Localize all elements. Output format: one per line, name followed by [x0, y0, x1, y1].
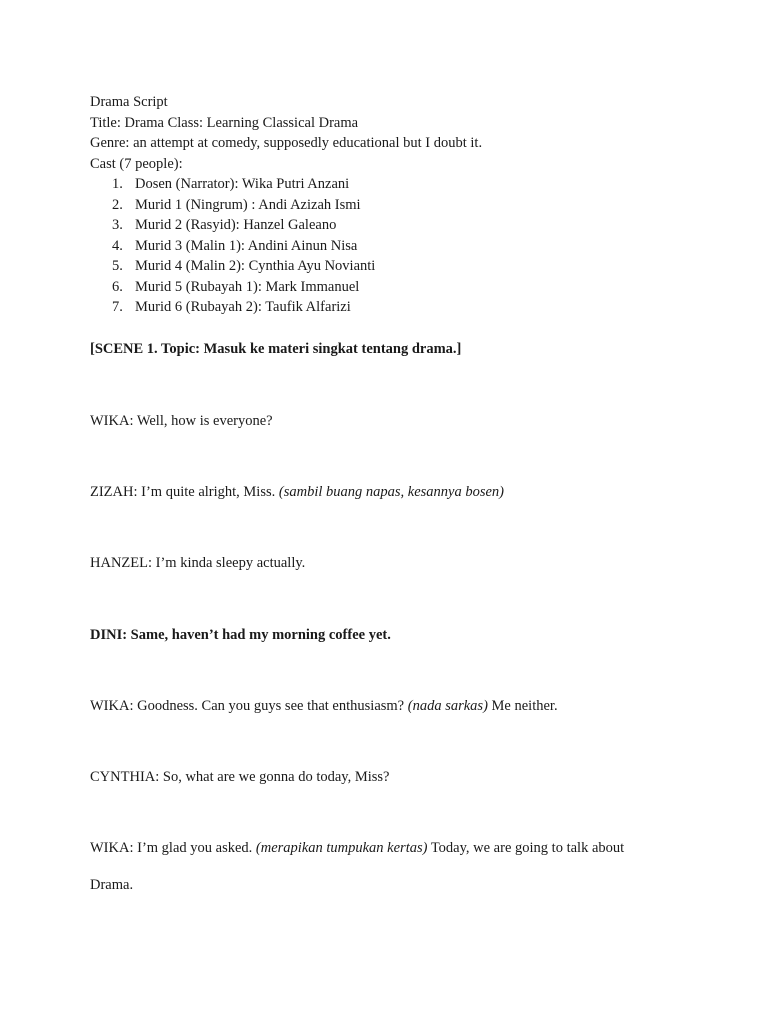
dialogue-line-wika-2 — [90, 696, 558, 716]
cast-item — [90, 277, 710, 298]
dialogue-text: WIKA: I’m glad you asked. — [90, 840, 256, 856]
dialogue-text: HANZEL: I’m kinda sleepy actually. — [90, 555, 306, 571]
dialogue-line-wika-3-continued — [90, 875, 133, 895]
scene-heading: [SCENE 1. Topic: Masuk ke materi singkat tentang drama.] — [90, 341, 462, 357]
dialogue-text: Drama. — [90, 877, 134, 893]
cast-number: 6. — [112, 278, 123, 295]
cast-item — [90, 297, 710, 318]
cast-item — [90, 236, 710, 257]
cast-number: 4. — [112, 237, 123, 254]
cast-number: 2. — [112, 196, 123, 213]
dialogue-line-zizah — [90, 482, 504, 502]
cast-entry: Murid 6 (Rubayah 2): Taufik Alfarizi — [135, 299, 351, 315]
cast-number: 7. — [112, 299, 123, 315]
dialogue-text: WIKA: Goodness. Can you guys see that enthusiasm? — [90, 698, 408, 714]
dialogue-line-dini — [90, 625, 391, 645]
dialogue-line-cynthia — [90, 767, 389, 787]
cast-entry: Murid 1 (Ningrum) : Andi Azizah Ismi — [135, 196, 361, 213]
cast-number: 3. — [112, 217, 123, 233]
cast-item — [90, 215, 710, 236]
cast-entry: Dosen (Narrator): Wika Putri Anzani — [135, 176, 350, 192]
cast-entry: Murid 4 (Malin 2): Cynthia Ayu Novianti — [135, 258, 376, 274]
dialogue-line-wika-3 — [90, 838, 624, 858]
stage-direction: (sambil buang napas, kesannya bosen) — [278, 484, 505, 500]
dialogue-line-wika-1 — [90, 411, 273, 431]
script-genre: Genre: an attempt at comedy, supposedly educational but I doubt it. — [90, 135, 483, 151]
script-title: Title: Drama Class: Learning Classical Drama — [90, 114, 359, 131]
cast-list — [90, 174, 710, 318]
script-page — [90, 92, 710, 318]
cast-item — [90, 256, 710, 277]
cast-entry: Murid 5 (Rubayah 1): Mark Immanuel — [135, 278, 360, 295]
cast-heading: Cast (7 people): — [90, 155, 183, 172]
cast-item — [90, 195, 710, 216]
dialogue-text: WIKA: Well, how is everyone? — [90, 413, 273, 429]
dialogue-text-after: Me neither. — [487, 698, 558, 714]
stage-direction: (nada sarkas) — [407, 698, 488, 714]
cast-item — [90, 174, 710, 195]
cast-entry: Murid 3 (Malin 1): Andini Ainun Nisa — [135, 237, 358, 254]
stage-direction: (merapikan tumpukan kertas) — [255, 840, 428, 856]
dialogue-text: CYNTHIA: So, what are we gonna do today, Miss? — [90, 769, 390, 785]
cast-entry: Murid 2 (Rasyid): Hanzel Galeano — [135, 217, 337, 233]
dialogue-text: ZIZAH: I’m quite alright, Miss. — [90, 484, 279, 500]
document-type: Drama Script — [90, 94, 168, 110]
dialogue-text: DINI: Same, haven’t had my morning coffee yet. — [90, 627, 391, 643]
cast-number: 5. — [112, 258, 123, 274]
dialogue-line-hanzel — [90, 553, 305, 573]
dialogue-text-after: Today, we are going to talk about — [427, 840, 625, 856]
cast-number: 1. — [112, 176, 123, 192]
